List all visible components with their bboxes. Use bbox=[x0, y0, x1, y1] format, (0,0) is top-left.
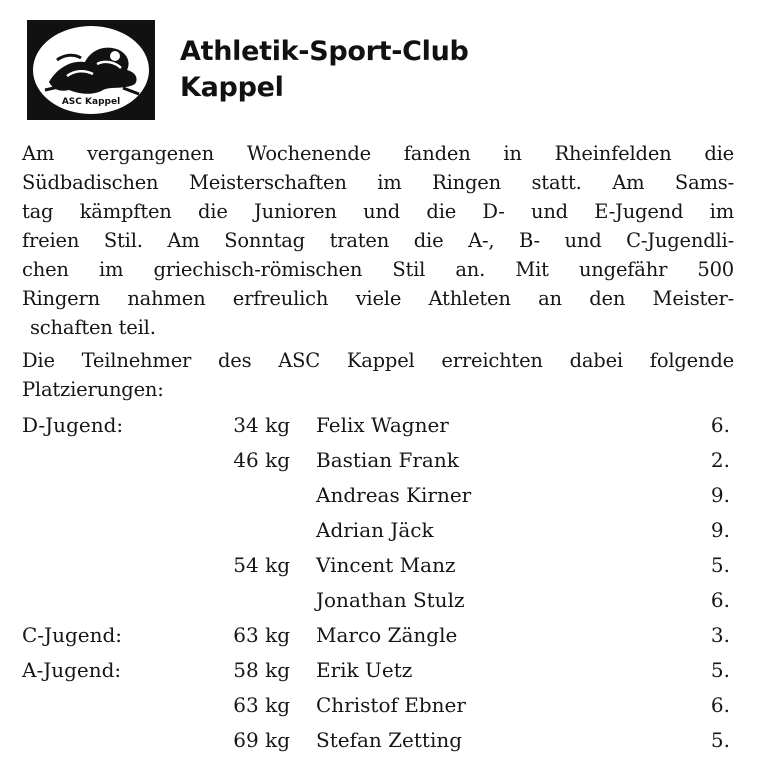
table-row bbox=[22, 478, 734, 513]
athlete-name-cell: Adrian Jäck bbox=[316, 518, 434, 542]
table-row bbox=[22, 688, 734, 723]
table-row bbox=[22, 723, 734, 758]
logo-text: ASC Kappel bbox=[61, 97, 121, 107]
paragraph-line: schaften teil. bbox=[30, 316, 156, 339]
place-cell: 3. bbox=[710, 623, 730, 647]
place-cell: 6. bbox=[710, 413, 730, 437]
paragraph-line: Am vergangenen Wochenende fanden in Rheinfelden die bbox=[22, 142, 734, 165]
weight-cell: 46 kg bbox=[233, 448, 290, 472]
table-row bbox=[22, 583, 734, 618]
athlete-name-cell: Christof Ebner bbox=[316, 693, 466, 717]
weight-cell: 63 kg bbox=[233, 693, 290, 717]
athlete-name-cell: Jonathan Stulz bbox=[316, 588, 465, 612]
athlete-name-cell: Erik Uetz bbox=[316, 658, 413, 682]
paragraph-line: Südbadischen Meisterschaften im Ringen statt. Am Sams- bbox=[22, 171, 734, 194]
paragraph-line: Platzierungen: bbox=[22, 378, 164, 401]
club-logo bbox=[27, 20, 155, 120]
page-title bbox=[180, 34, 469, 106]
athlete-name-cell: Bastian Frank bbox=[316, 448, 459, 472]
athlete-name-cell: Marco Zängle bbox=[316, 623, 458, 647]
weight-cell: 54 kg bbox=[233, 553, 290, 577]
table-row bbox=[22, 443, 734, 478]
place-cell: 6. bbox=[710, 588, 730, 612]
place-cell: 5. bbox=[710, 728, 730, 752]
paragraph-line: tag kämpften die Junioren und die D- und E-Jugend im bbox=[22, 200, 734, 223]
weight-cell: 63 kg bbox=[233, 623, 290, 647]
place-cell: 9. bbox=[710, 518, 730, 542]
place-cell: 5. bbox=[710, 553, 730, 577]
athlete-name-cell: Andreas Kirner bbox=[316, 483, 472, 507]
title-line-2: Kappel bbox=[180, 72, 284, 103]
intro-paragraph bbox=[22, 139, 734, 342]
paragraph-line: Die Teilnehmer des ASC Kappel erreichten dabei folgende bbox=[22, 349, 734, 372]
paragraph-line: Ringern nahmen erfreulich viele Athleten an den Meister- bbox=[22, 287, 734, 310]
place-cell: 6. bbox=[710, 693, 730, 717]
athlete-name-cell: Stefan Zetting bbox=[316, 728, 463, 752]
athlete-name-cell: Felix Wagner bbox=[316, 413, 449, 437]
athlete-name-cell: Vincent Manz bbox=[316, 553, 456, 577]
place-cell: 5. bbox=[710, 658, 730, 682]
category-cell: C-Jugend: bbox=[22, 623, 123, 647]
results-table bbox=[22, 408, 734, 758]
category-cell: D-Jugend: bbox=[22, 413, 124, 437]
paragraph-line: freien Stil. Am Sonntag traten die A-, B- und C-Jugendli- bbox=[22, 229, 734, 252]
place-cell: 2. bbox=[710, 448, 730, 472]
weight-cell: 69 kg bbox=[233, 728, 290, 752]
table-row bbox=[22, 548, 734, 583]
place-cell: 9. bbox=[710, 483, 730, 507]
weight-cell: 34 kg bbox=[233, 413, 290, 437]
title-line-1: Athletik-Sport-Club bbox=[180, 36, 469, 67]
table-row bbox=[22, 618, 734, 653]
category-cell: A-Jugend: bbox=[22, 658, 122, 682]
results-intro-paragraph bbox=[22, 346, 734, 404]
paragraph-line: chen im griechisch-römischen Stil an. Mit ungefähr 500 bbox=[22, 258, 734, 281]
weight-cell: 58 kg bbox=[233, 658, 290, 682]
wrestlers-logo-icon bbox=[27, 20, 155, 120]
table-row bbox=[22, 653, 734, 688]
table-row bbox=[22, 513, 734, 548]
table-row bbox=[22, 408, 734, 443]
